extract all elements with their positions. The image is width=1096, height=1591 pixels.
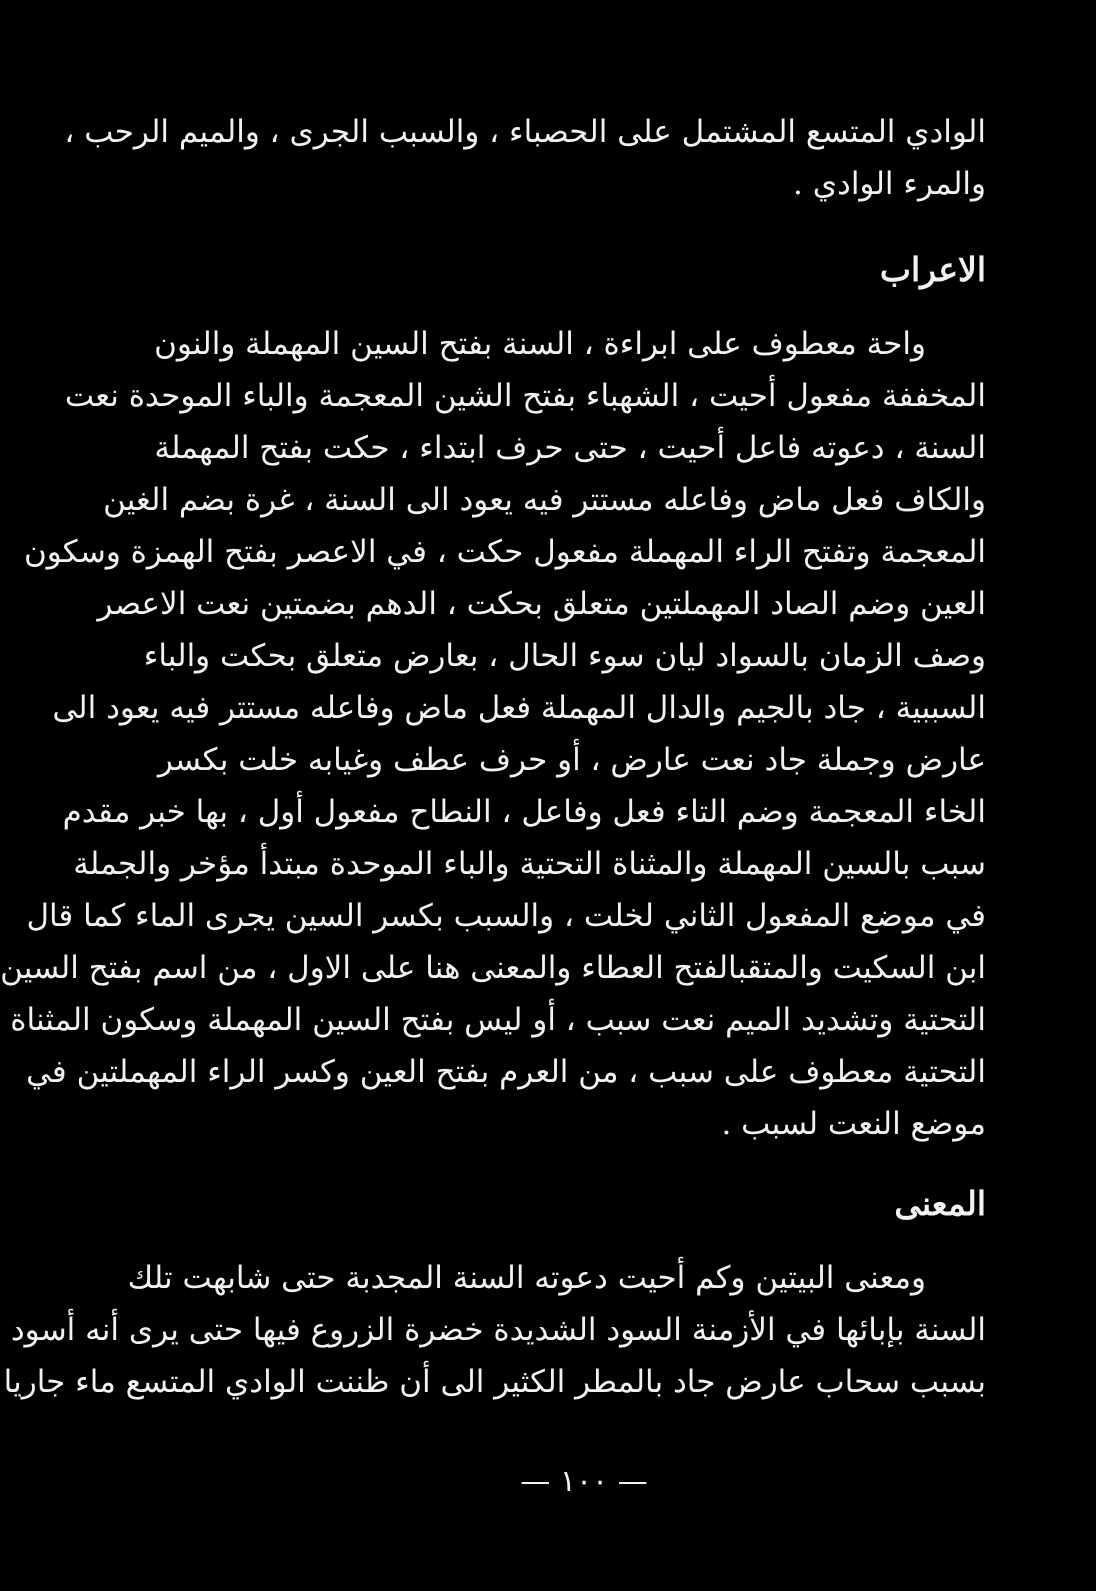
body-line: وصف الزمان بالسواد ليان سوء الحال ، بعارض متعلق بحكت والباء xyxy=(143,638,986,674)
body-line: عارض وجملة جاد نعت عارض ، أو حرف عطف وغيابه خلت بكسر xyxy=(157,742,986,778)
body-line: ومعنى البيتين وكم أحيت دعوته السنة المجدبة حتى شابهت تلك xyxy=(127,1260,926,1296)
intro-line-1: الوادي المتسع المشتمل على الحصباء ، والسبب الجرى ، والميم الرحب ، xyxy=(64,114,986,150)
page-number: — ١٠٠ — xyxy=(520,1464,648,1499)
body-line: سبب بالسين المهملة والمثناة التحتية والباء الموحدة مبتدأ مؤخر والجملة xyxy=(73,846,986,882)
body-line: الخاء المعجمة وضم التاء فعل وفاعل ، النطاح مفعول أول ، بها خبر مقدم xyxy=(62,794,986,830)
body-line: ابن السكيت والمتقبالفتح العطاء والمعنى هنا على الاول ، من اسم بفتح السين xyxy=(0,950,986,986)
body-line: المعجمة وتفتح الراء المهملة مفعول حكت ، في الاعصر بفتح الهمزة وسكون xyxy=(23,534,986,570)
body-line: التحتية معطوف على سبب ، من العرم بفتح العين وكسر الراء المهملتين في xyxy=(26,1054,986,1090)
body-line: واحة معطوف على ابراءة ، السنة بفتح السين المهملة والنون xyxy=(154,326,926,362)
section-heading-irab: الاعراب xyxy=(879,250,986,289)
body-line: السببية ، جاد بالجيم والدال المهملة فعل ماض وفاعله مستتر فيه يعود الى xyxy=(52,690,986,726)
section-heading-meaning: المعنى xyxy=(894,1184,986,1223)
body-line: بسبب سحاب عارض جاد بالمطر الكثير الى أن ظننت الوادي المتسع ماء جاريا xyxy=(3,1364,986,1400)
body-line-last: موضع النعت لسبب . xyxy=(721,1106,986,1142)
body-line: العين وضم الصاد المهملتين متعلق بحكت ، الدهم بضمتين نعت الاعصر xyxy=(97,586,986,622)
body-line: في موضع المفعول الثاني لخلت ، والسبب بكسر السين يجرى الماء كما قال xyxy=(26,898,986,934)
body-line: السنة بإبائها في الأزمنة السود الشديدة خضرة الزروع فيها حتى يرى أنه أسود xyxy=(10,1312,986,1348)
body-line: المخففة مفعول أحيت ، الشهباء بفتح الشين المعجمة والباء الموحدة نعت xyxy=(64,378,986,414)
body-line: السنة ، دعوته فاعل أحيت ، حتى حرف ابتداء ، حكت بفتح المهملة xyxy=(154,430,986,466)
intro-line-2: والمرء الوادي . xyxy=(793,166,986,202)
body-line: والكاف فعل ماض وفاعله مستتر فيه يعود الى السنة ، غرة بضم الغين xyxy=(103,482,986,518)
body-line: التحتية وتشديد الميم نعت سبب ، أو ليس بفتح السين المهملة وسكون المثناة xyxy=(10,1002,986,1038)
